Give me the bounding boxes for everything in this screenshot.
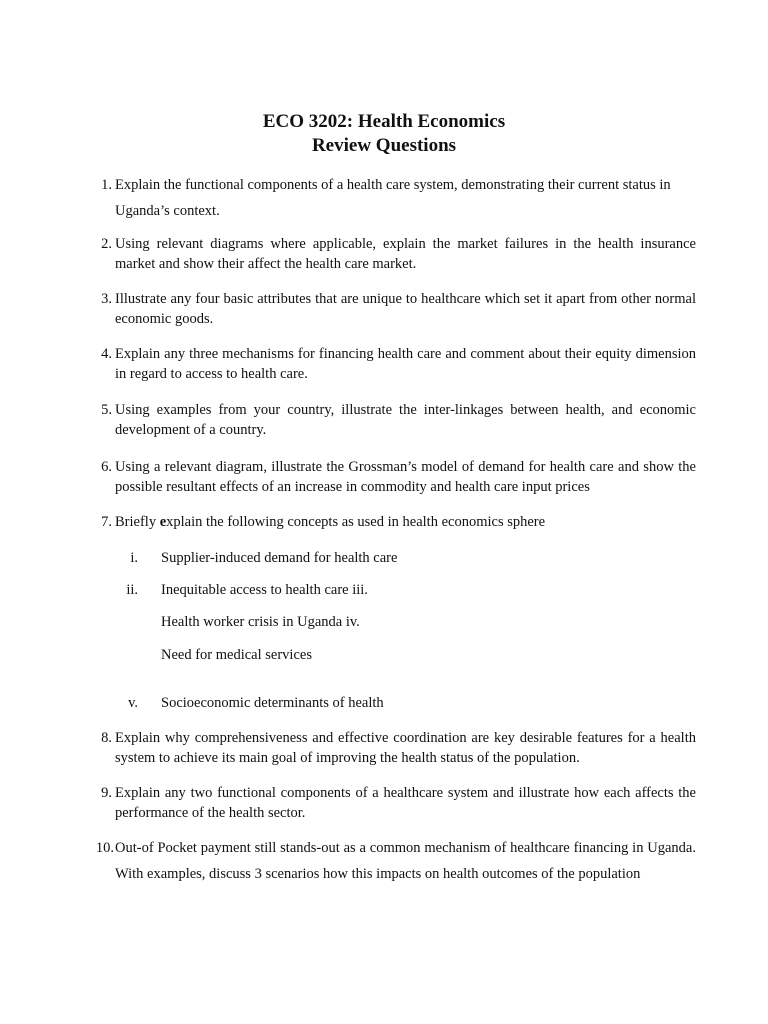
subitem-number: v. [128,695,138,711]
question-text: Explain the functional components of a health care system, demonstrating their current status in Uganda’s context. [115,177,671,219]
subitem-text: Need for medical services [161,647,312,663]
question-number: 4. [101,346,112,362]
question-text: Using a relevant diagram, illustrate the Grossman’s model of demand for health care and show the possible resultant effects of an increase in commodity and health care input prices [115,459,696,495]
question-text-part: xplain the following concepts as used in health economics sphere [166,514,546,530]
question-text: Using relevant diagrams where applicable, explain the market failures in the health insurance market and show their affect the health care market. [115,236,696,272]
subitem-number: i. [130,550,138,566]
subitem-text: Supplier-induced demand for health care [161,550,398,566]
question-number: 2. [101,236,112,252]
subitem-text: Inequitable access to health care iii. [161,582,368,598]
question-text: Explain any two functional components of a healthcare system and illustrate how each affects the performance of the health sector. [115,785,696,821]
subitem-number: ii. [126,582,138,598]
question-text: Out-of Pocket payment still stands-out as a common mechanism of healthcare financing in Uganda. With examples, discuss 3 scenarios how this impacts on health outcomes of the population [115,840,696,882]
question-number: 8. [101,730,112,746]
question-text: Using examples from your country, illustrate the inter-linkages between health, and economic development of a country. [115,402,696,438]
question-text: Illustrate any four basic attributes that are unique to healthcare which set it apart from other normal economic goods. [115,291,696,327]
question-number: 1. [101,177,112,193]
question-text-part: Briefly [115,514,160,530]
question-number: 6. [101,459,112,475]
question-number: 7. [101,514,112,530]
course-title: ECO 3202: Health Economics [262,111,506,132]
question-number: 3. [101,291,112,307]
question-text-bold: e [159,514,167,530]
question-number: 9. [101,785,112,801]
subitem-text: Health worker crisis in Uganda iv. [161,614,360,630]
question-number: 5. [101,402,112,418]
question-text: Explain any three mechanisms for financing health care and comment about their equity dimension in regard to access to health care. [115,346,696,382]
question-text: Explain why comprehensiveness and effective coordination are key desirable features for a health system to achieve its main goal of improving the health status of the population. [115,730,696,766]
question-text [115,512,696,532]
subitem-text: Socioeconomic determinants of health [161,695,384,711]
page-subtitle: Review Questions [311,135,457,156]
question-number: 10. [95,840,114,856]
